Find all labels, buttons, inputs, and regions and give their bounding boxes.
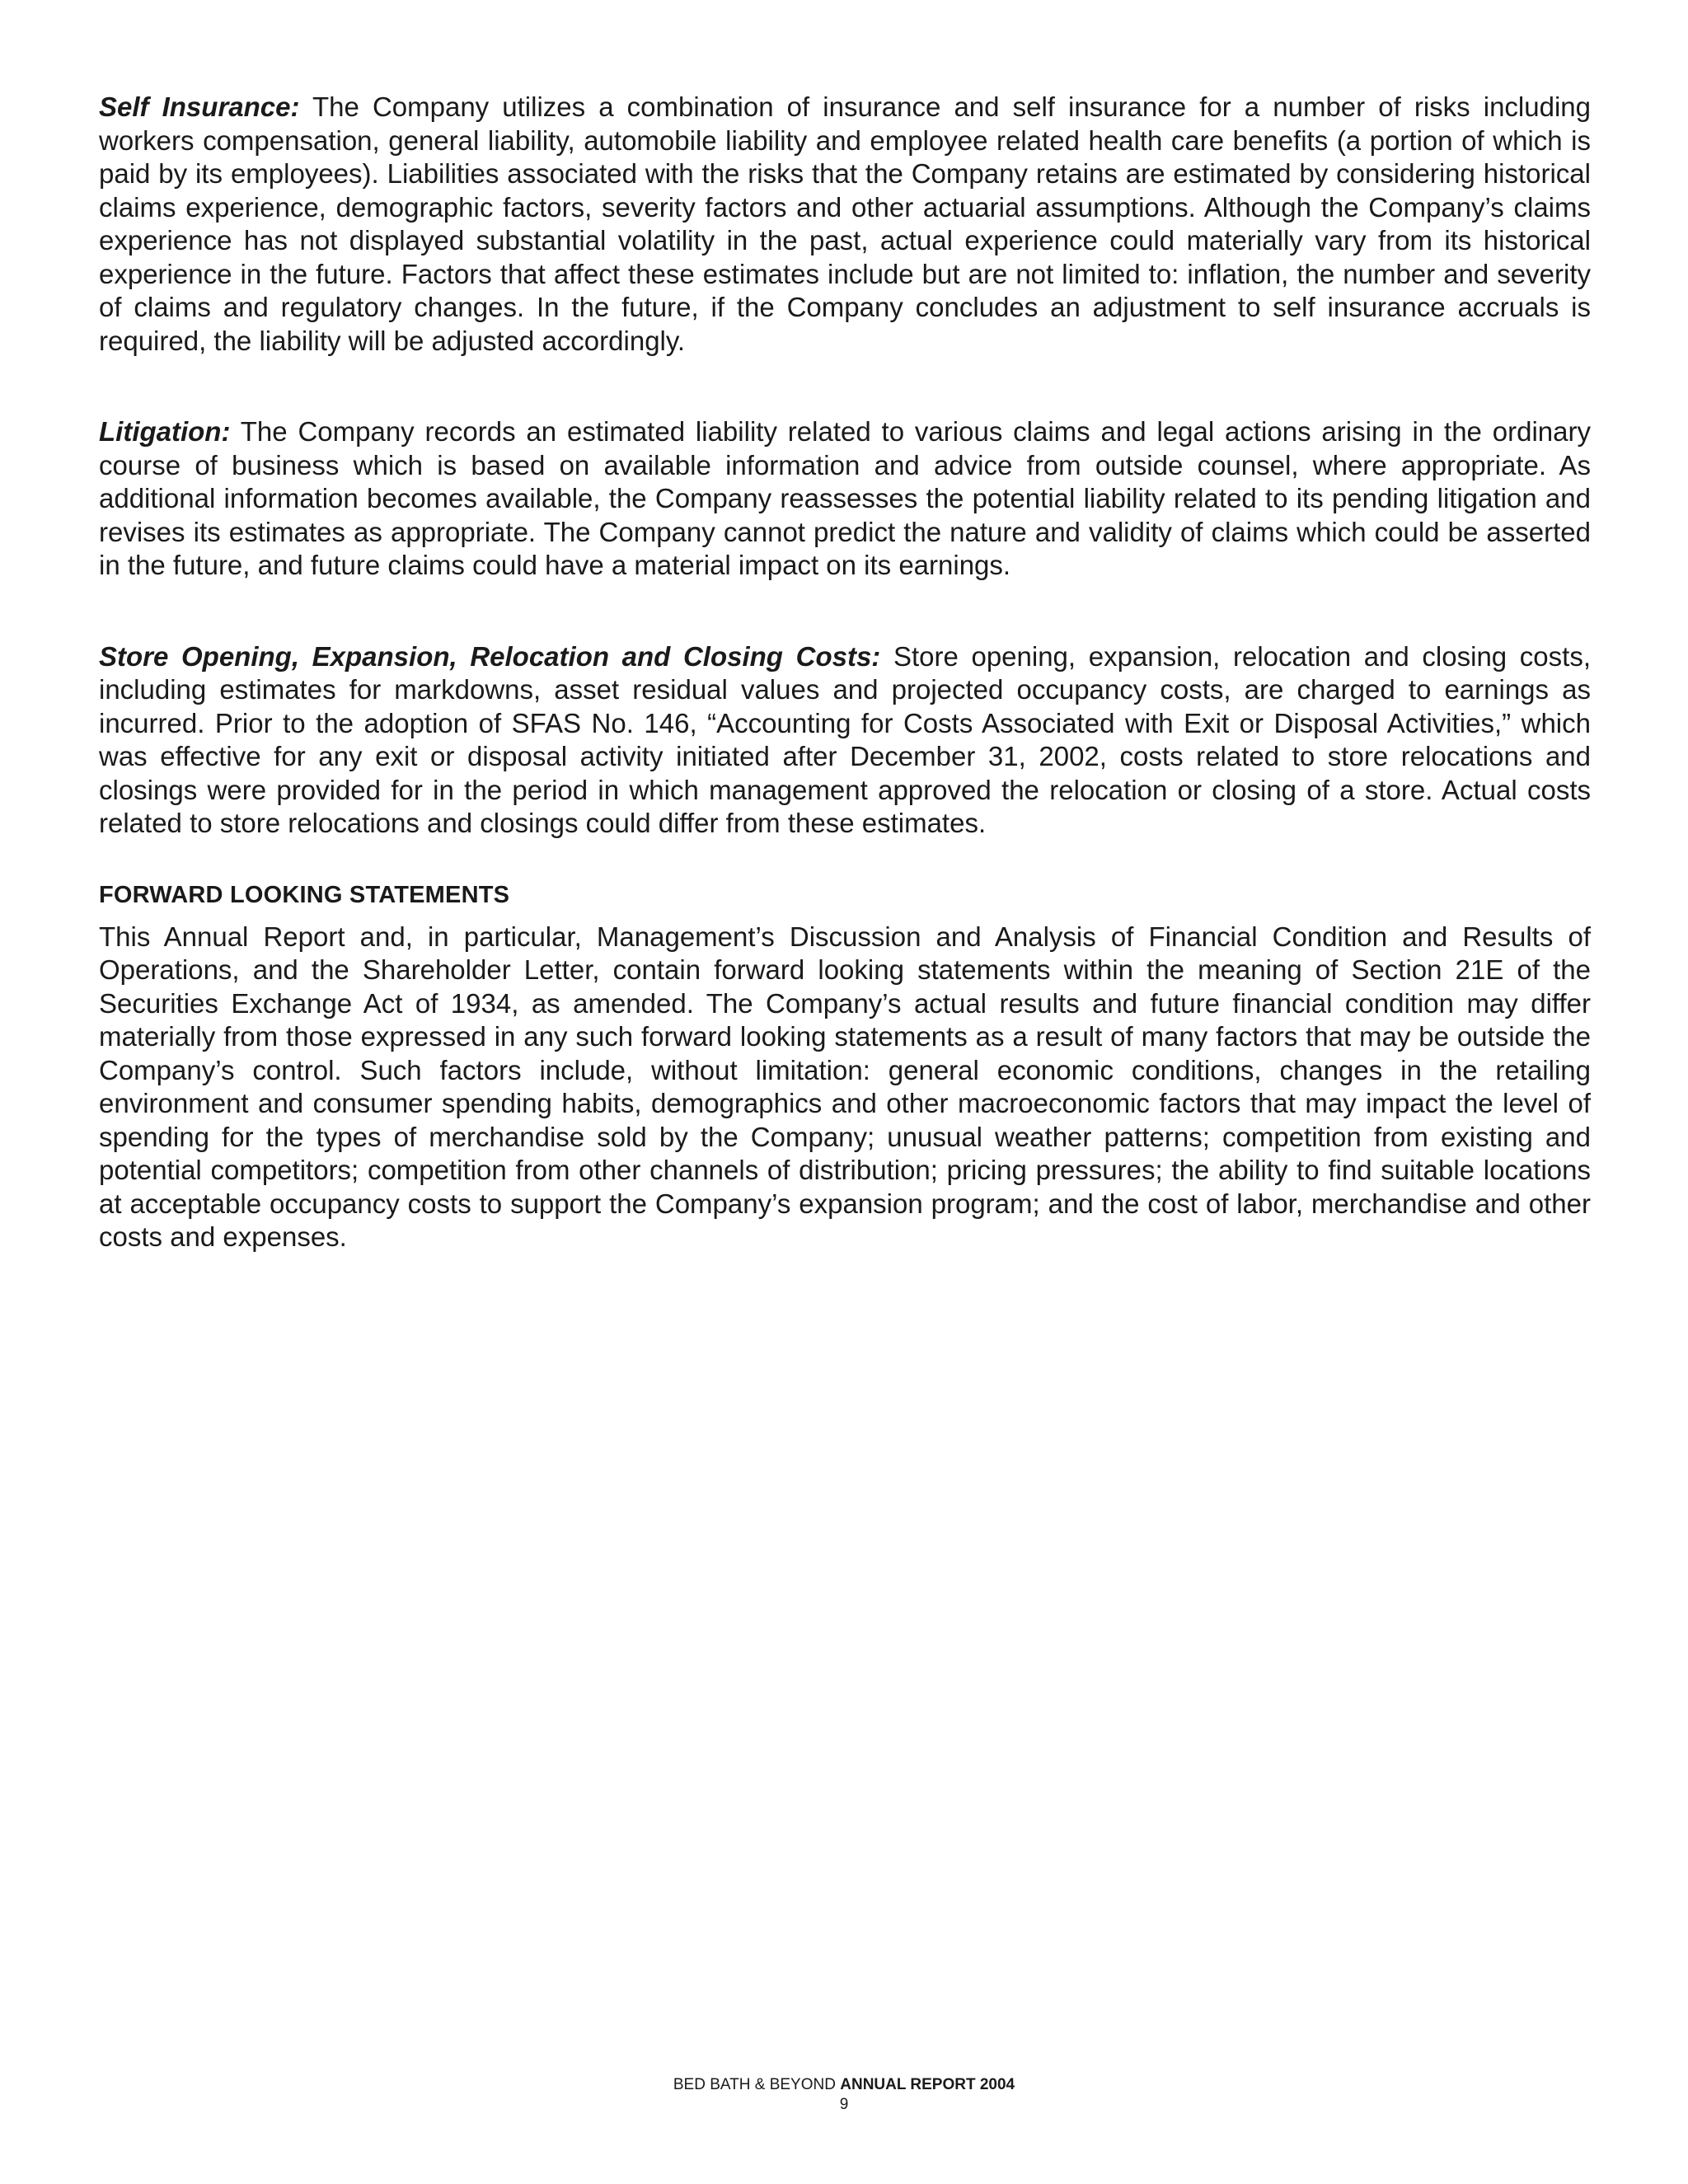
footer-title: [0, 2075, 1688, 2095]
store-costs-lead: Store Opening, Expansion, Relocation and Closing Costs:: [99, 640, 881, 672]
forward-looking-heading: FORWARD LOOKING STATEMENTS: [99, 881, 510, 908]
self-insurance-paragraph: [99, 91, 1591, 358]
document-body: [99, 91, 1591, 1254]
footer-brand: BED BATH & BEYOND: [673, 2076, 836, 2093]
footer-report: ANNUAL REPORT 2004: [840, 2076, 1015, 2093]
self-insurance-text: The Company utilizes a combination of insurance and self insurance for a number of risks including workers compensation, general liability, automobile liability and employee related health care benefits (a portion of which is paid by its employees). Liabilities associated with the risks that the Company retains are estimated by considering historical claims experience, demographic factors, severity factors and other actuarial assumptions. Although the Company’s claims experience has not displayed substantial volatility in the past, actual experience could materially vary from its historical experience in the future. Factors that affect these estimates include but are not limited to: inflation, the number and severity of claims and regulatory changes. In the future, if the Company concludes an adjustment to self insurance accruals is required, the liability will be adjusted accordingly.: [99, 91, 1591, 356]
page-number: 9: [839, 2096, 849, 2113]
litigation-lead: Litigation:: [99, 416, 231, 447]
self-insurance-lead: Self Insurance:: [99, 91, 300, 122]
forward-looking-paragraph: This Annual Report and, in particular, Management’s Discussion and Analysis of Financial Condition and Results of Operations, and the Shareholder Letter, contain forward looking statements within the meaning of Section 21E of the Securities Exchange Act of 1934, as amended. The Company’s actual results and future financial condition may differ materially from those expressed in any such forward looking statements as a result of many factors that may be outside the Company’s control. Such factors include, without limitation: general economic conditions, changes in the retailing environment and consumer spending habits, demographics and other macroeconomic factors that may impact the level of spending for the types of merchandise sold by the Company; unusual weather patterns; competition from existing and potential competitors; competition from other channels of distribution; pricing pressures; the ability to find suitable locations at acceptable occupancy costs to support the Company’s expansion program; and the cost of labor, merchandise and other costs and expenses.: [99, 921, 1591, 1252]
page-footer: [0, 2075, 1688, 2115]
store-costs-paragraph: [99, 640, 1591, 841]
store-costs-text: Store opening, expansion, relocation and closing costs, including estimates for markdowns, asset residual values and projected occupancy costs, are charged to earnings as incurred. Prior to the adoption of SFAS No. 146, “Accounting for Costs Associated with Exit or Disposal Activities,” which was effective for any exit or disposal activity initiated after December 31, 2002, costs related to store relocations and closings were provided for in the period in which management approved the relocation or closing of a store. Actual costs related to store relocations and closings could differ from these estimates.: [99, 640, 1591, 838]
litigation-text: The Company records an estimated liability related to various claims and legal actions arising in the ordinary course of business which is based on available information and advice from outside counsel, where appropriate. As additional information becomes available, the Company reassesses the potential liability related to its pending litigation and revises its estimates as appropriate. The Company cannot predict the nature and validity of claims which could be asserted in the future, and future claims could have a material impact on its earnings.: [99, 416, 1591, 580]
litigation-paragraph: [99, 415, 1591, 583]
